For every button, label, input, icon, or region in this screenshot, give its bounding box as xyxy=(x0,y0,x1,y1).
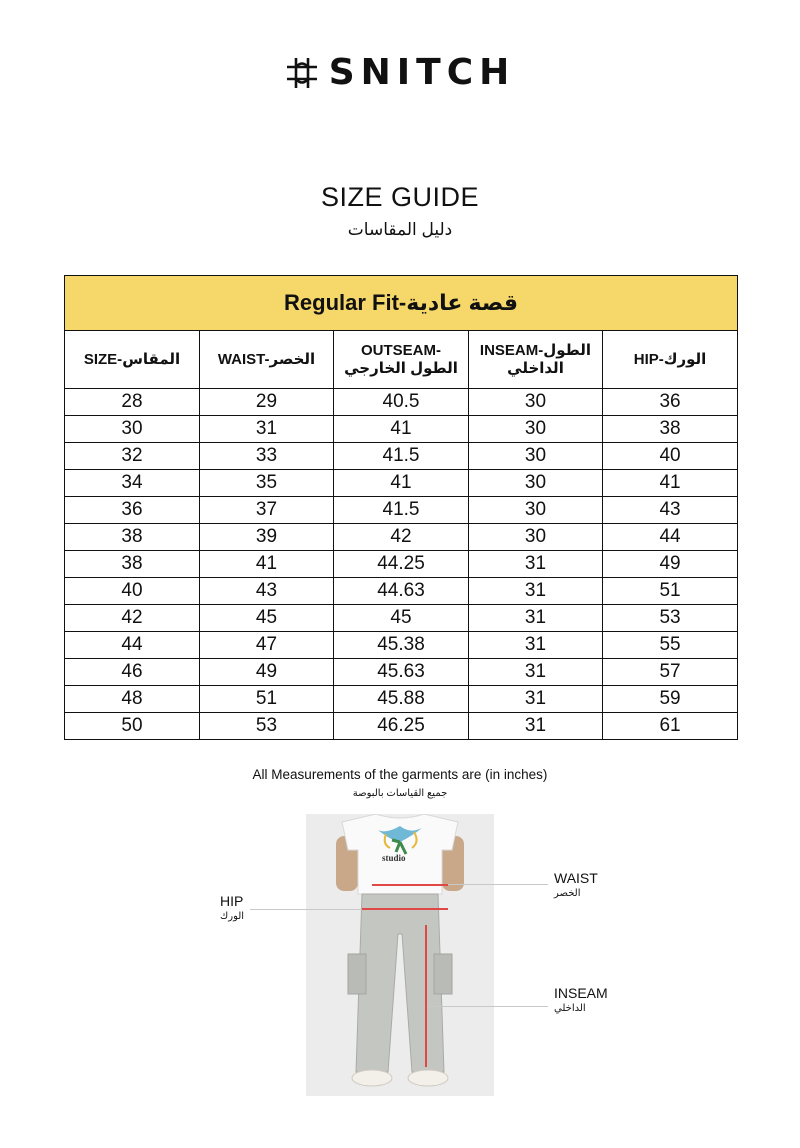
table-cell: 61 xyxy=(603,713,738,740)
table-cell: 44.63 xyxy=(334,578,469,605)
inseam-callout-label-arabic: الداخلي xyxy=(554,1003,586,1014)
table-cell: 49 xyxy=(603,551,738,578)
model-illustration xyxy=(306,814,494,1096)
page-title: SIZE GUIDE xyxy=(320,182,480,212)
table-cell: 35 xyxy=(200,470,334,497)
table-cell: 30 xyxy=(469,470,603,497)
fit-label: Regular Fit-قصة عادية xyxy=(65,276,738,331)
table-cell: 38 xyxy=(65,551,200,578)
fit-header-row xyxy=(65,276,738,331)
brand-name: SNITCH xyxy=(328,52,516,93)
table-row xyxy=(65,632,738,659)
table-cell: 44.25 xyxy=(334,551,469,578)
table-row xyxy=(65,497,738,524)
hip-pointer-line xyxy=(250,909,362,910)
table-cell: 36 xyxy=(65,497,200,524)
waist-callout xyxy=(554,870,598,899)
col-header-size-text: SIZE-المقاس xyxy=(83,350,181,368)
col-header-hip xyxy=(603,331,738,389)
table-cell: 50 xyxy=(65,713,200,740)
table-cell: 40 xyxy=(65,578,200,605)
table-cell: 53 xyxy=(200,713,334,740)
table-cell: 44 xyxy=(65,632,200,659)
table-row xyxy=(65,686,738,713)
table-cell: 45.88 xyxy=(334,686,469,713)
measurement-note-arabic: جميع القياسات بالبوصة xyxy=(352,788,448,799)
table-row xyxy=(65,524,738,551)
waist-pointer-line xyxy=(448,884,548,885)
table-cell: 46.25 xyxy=(334,713,469,740)
table-row xyxy=(65,659,738,686)
hip-callout-label-arabic: الورك xyxy=(220,911,245,922)
table-cell: 45.38 xyxy=(334,632,469,659)
left-shoe xyxy=(352,1070,392,1086)
table-cell: 30 xyxy=(469,416,603,443)
left-cargo-pocket xyxy=(348,954,366,994)
table-cell: 40 xyxy=(603,443,738,470)
col-header-inseam xyxy=(469,331,603,389)
hip-measure-line xyxy=(362,908,448,910)
table-cell: 30 xyxy=(469,524,603,551)
table-cell: 41 xyxy=(603,470,738,497)
table-cell: 59 xyxy=(603,686,738,713)
right-shoe xyxy=(408,1070,448,1086)
table-cell: 31 xyxy=(469,578,603,605)
table-cell: 38 xyxy=(65,524,200,551)
table-body xyxy=(65,389,738,740)
table-row xyxy=(65,578,738,605)
hip-callout-label: HIP xyxy=(220,893,244,909)
col-header-inseam-line1: INSEAM-الطول xyxy=(479,341,592,359)
table-cell: 42 xyxy=(65,605,200,632)
model-photo xyxy=(306,814,494,1096)
table-cell: 29 xyxy=(200,389,334,416)
table-cell: 45 xyxy=(200,605,334,632)
cargo-pants xyxy=(356,894,444,1072)
table-row xyxy=(65,713,738,740)
inseam-measure-line xyxy=(425,925,427,1067)
table-cell: 51 xyxy=(200,686,334,713)
col-header-inseam-line2: الداخلي xyxy=(507,359,564,377)
measurement-note: All Measurements of the garments are (in inches) xyxy=(252,767,548,782)
table-row xyxy=(65,551,738,578)
table-cell: 45.63 xyxy=(334,659,469,686)
table-cell: 38 xyxy=(603,416,738,443)
waist-measure-line xyxy=(372,884,448,886)
table-row xyxy=(65,470,738,497)
table-cell: 31 xyxy=(469,605,603,632)
table-cell: 36 xyxy=(603,389,738,416)
inseam-callout-label: INSEAM xyxy=(554,985,608,1001)
table-cell: 32 xyxy=(65,443,200,470)
tshirt-print: studio xyxy=(382,853,406,863)
table-cell: 44 xyxy=(603,524,738,551)
table-cell: 37 xyxy=(200,497,334,524)
table-row xyxy=(65,416,738,443)
table-cell: 28 xyxy=(65,389,200,416)
table-cell: 43 xyxy=(200,578,334,605)
table-cell: 30 xyxy=(65,416,200,443)
table-cell: 42 xyxy=(334,524,469,551)
table-cell: 41.5 xyxy=(334,497,469,524)
table-cell: 31 xyxy=(200,416,334,443)
col-header-outseam xyxy=(334,331,469,389)
col-header-hip-text: HIP-الورك xyxy=(633,350,707,368)
table-cell: 48 xyxy=(65,686,200,713)
hip-callout xyxy=(220,893,244,922)
right-cargo-pocket xyxy=(434,954,452,994)
hash-grid-logo-icon xyxy=(285,56,319,90)
col-header-outseam-line2: الطول الخارجي xyxy=(344,359,458,377)
table-cell: 49 xyxy=(200,659,334,686)
inseam-pointer-line xyxy=(427,1006,548,1007)
table-cell: 40.5 xyxy=(334,389,469,416)
table-cell: 51 xyxy=(603,578,738,605)
inseam-callout xyxy=(554,985,608,1014)
table-cell: 55 xyxy=(603,632,738,659)
table-cell: 31 xyxy=(469,659,603,686)
table-cell: 39 xyxy=(200,524,334,551)
brand-logo xyxy=(0,52,800,93)
table-cell: 31 xyxy=(469,551,603,578)
waist-callout-label: WAIST xyxy=(554,870,598,886)
table-cell: 41 xyxy=(334,470,469,497)
table-cell: 53 xyxy=(603,605,738,632)
table-cell: 47 xyxy=(200,632,334,659)
table-cell: 45 xyxy=(334,605,469,632)
page-title-arabic: دليل المقاسات xyxy=(347,220,453,239)
table-cell: 31 xyxy=(469,713,603,740)
col-header-waist-text: WAIST-الخصر xyxy=(217,350,316,368)
column-header-row xyxy=(65,331,738,389)
table-row xyxy=(65,389,738,416)
table-cell: 33 xyxy=(200,443,334,470)
table-row xyxy=(65,605,738,632)
table-cell: 30 xyxy=(469,389,603,416)
table-cell: 41 xyxy=(334,416,469,443)
table-cell: 31 xyxy=(469,632,603,659)
col-header-waist xyxy=(200,331,334,389)
table-cell: 30 xyxy=(469,497,603,524)
table-cell: 41 xyxy=(200,551,334,578)
table-cell: 46 xyxy=(65,659,200,686)
col-header-size xyxy=(65,331,200,389)
table-cell: 31 xyxy=(469,686,603,713)
table-cell: 57 xyxy=(603,659,738,686)
col-header-outseam-line1: OUTSEAM- xyxy=(361,341,441,359)
waist-callout-label-arabic: الخصر xyxy=(554,888,581,899)
table-cell: 43 xyxy=(603,497,738,524)
table-cell: 34 xyxy=(65,470,200,497)
table-row xyxy=(65,443,738,470)
table-cell: 41.5 xyxy=(334,443,469,470)
table-cell: 30 xyxy=(469,443,603,470)
size-table xyxy=(64,275,738,740)
